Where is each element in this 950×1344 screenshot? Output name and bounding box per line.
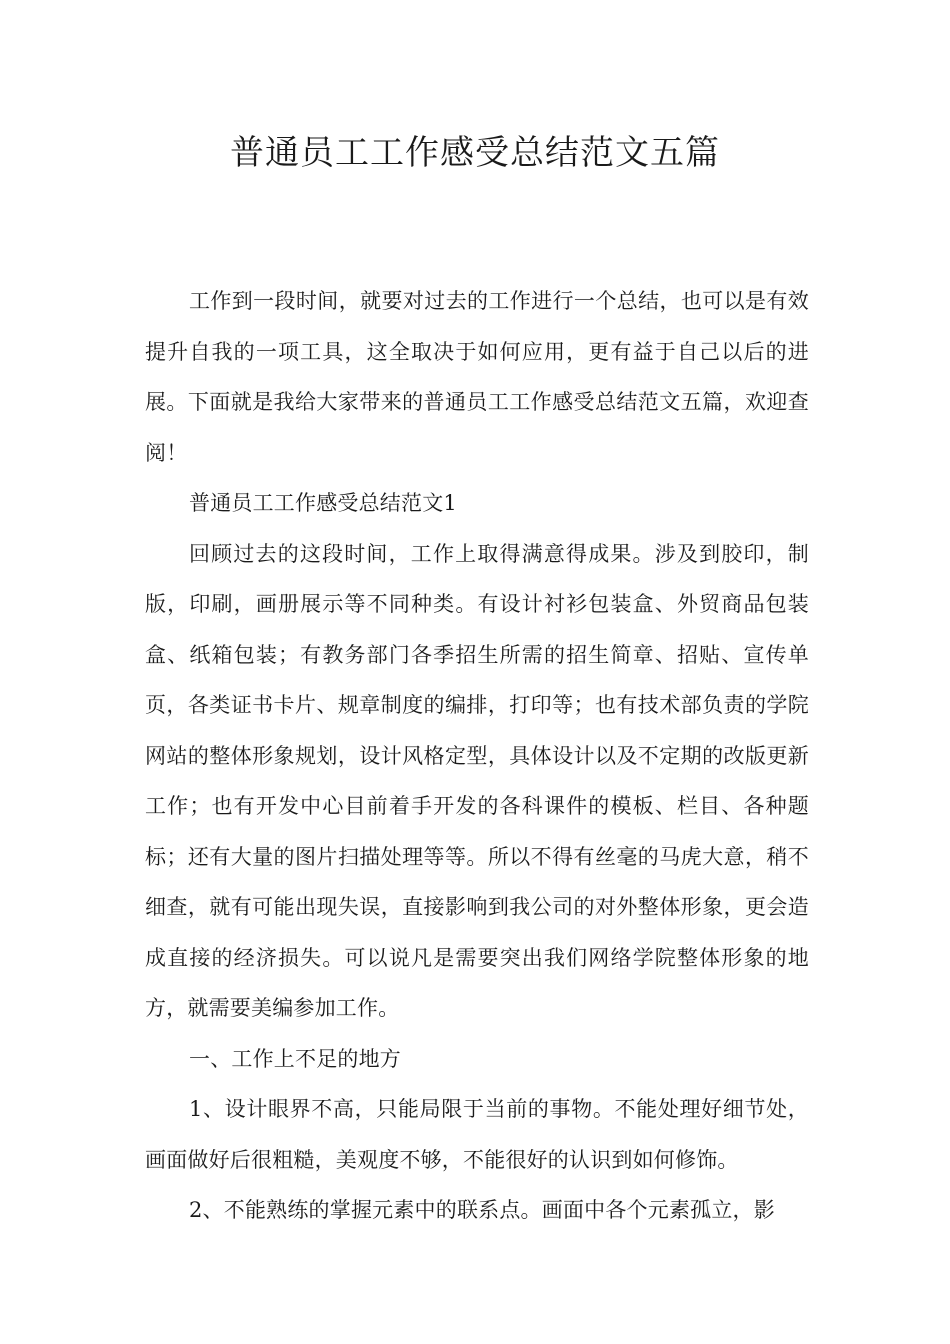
intro-paragraph: 工作到一段时间，就要对过去的工作进行一个总结，也可以是有效提升自我的一项工具，这全取决于如何应用，更有益于自己以后的进展。下面就是我给大家带来的普通员工工作感受总结范文五篇，欢迎查阅！ [145, 289, 809, 465]
subheading-shortcomings: 一、工作上不足的地方 [189, 1046, 401, 1071]
document-title: 普通员工工作感受总结范文五篇 [230, 133, 720, 173]
shortcoming-item-2: 2、不能熟练的掌握元素中的联系点。画面中各个元素孤立，影 [189, 1198, 775, 1222]
shortcoming-item-1: 1、设计眼界不高，只能局限于当前的事物。不能处理好细节处，画面做好后很粗糙，美观度不够，不能很好的认识到如何修饰。 [145, 1097, 809, 1172]
section-heading-sample-1: 普通员工工作感受总结范文1 [189, 491, 457, 515]
review-paragraph: 回顾过去的这段时间，工作上取得满意得成果。涉及到胶印，制版，印刷，画册展示等不同种类。有设计衬衫包装盒、外贸商品包装盒、纸箱包装；有教务部门各季招生所需的招生简章、招贴、宣传单页，各类证书卡片、规章制度的编排，打印等；也有技术部负责的学院网站的整体形象规划，设计风格定型，具体设计以及不定期的改版更新工作；也有开发中心目前着手开发的各科课件的模板、栏目、各种题标；还有大量的图片扫描处理等等。所以不得有丝毫的马虎大意，稍不细查，就有可能出现失误，直接影响到我公司的对外整体形象，更会造成直接的经济损失。可以说凡是需要突出我们网络学院整体形象的地方，就需要美编参加工作。 [145, 541, 809, 1020]
document-body [145, 276, 809, 1236]
